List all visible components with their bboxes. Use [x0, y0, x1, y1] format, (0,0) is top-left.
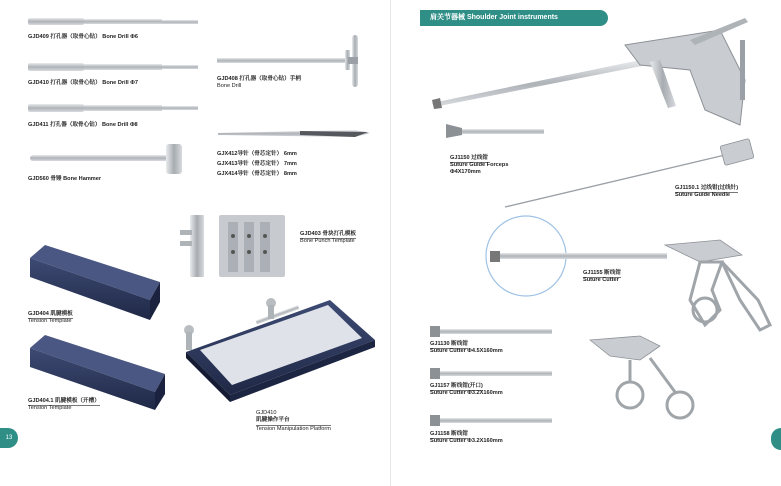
caption-gj1155: GJ1155 断线钳 Suture Cutter	[583, 270, 621, 283]
bone-drill-6-image	[28, 18, 198, 25]
suture-cutter-handle-image	[590, 336, 693, 418]
caption-gjd403: GJD403 骨块打孔模板 Bone Punch Template	[300, 231, 356, 244]
caption-gjd408: GJD408 打孔器（取骨心钻）手柄 Bone Drill	[217, 76, 301, 89]
suture-cutter-1155-image	[486, 216, 770, 330]
suture-cutter-1130-image	[430, 326, 552, 337]
caption-gj1130: GJ1130 断线钳 Suture Cutter Φ4.5X160mm	[430, 341, 503, 354]
caption-gj1150-1: GJ1150.1 过线钳(过线针) Suture Guide Needle	[675, 185, 739, 198]
caption-gjd411: GJD411 打孔器（取骨心钻） Bone Drill Φ8	[28, 122, 138, 128]
bone-hammer-image	[30, 144, 182, 174]
caption-gjd409: GJD409 打孔器（取骨心钻） Bone Drill Φ6	[28, 34, 138, 40]
suture-cutter-1158-image	[430, 415, 552, 426]
suture-guide-forceps-large-image	[432, 18, 748, 125]
page-number-badge: 13	[0, 428, 18, 448]
guide-pin-image	[218, 130, 370, 137]
bone-punch-template-image	[180, 215, 285, 277]
caption-gj1157: GJ1157 断线钳(开口) Suture Cutter Φ3.2X160mm	[430, 383, 503, 396]
caption-gjx414: GJX414导针（骨芯定针） 8mm	[217, 171, 297, 177]
caption-gjd404-1: GJD404.1 肌腱模板（开槽） Tension Template	[28, 398, 100, 411]
tension-platform-image	[184, 298, 375, 402]
caption-gjd404: GJD404 肌腱模板 Tension Template	[28, 311, 73, 324]
caption-gjx413: GJX413导针（骨芯定针） 7mm	[217, 161, 297, 167]
caption-gj1150: GJ1150 过线钳 Suture Guide Forceps Φ4X170mm	[450, 155, 509, 175]
section-banner: 肩关节器械 Shoulder Joint instruments	[420, 10, 608, 26]
caption-gj1158: GJ1158 断线钳 Suture Cutter Φ3.2X160mm	[430, 431, 503, 444]
suture-cutter-1157-image	[430, 368, 552, 379]
caption-gjd410-platform: GJD410 肌腱操作平台 Tension Manipulation Platform	[256, 410, 331, 432]
bone-drill-7-image	[28, 63, 198, 71]
caption-gjd410: GJD410 打孔器（取骨心钻） Bone Drill Φ7	[28, 80, 138, 86]
caption-gjx412: GJX412导针（骨芯定针） 6mm	[217, 151, 297, 157]
tension-template-image	[30, 245, 160, 320]
suture-guide-forceps-tip-image	[446, 124, 544, 138]
caption-gjd560: GJD560 骨锤 Bone Hammer	[28, 176, 102, 182]
bone-drill-8-image	[28, 104, 198, 112]
